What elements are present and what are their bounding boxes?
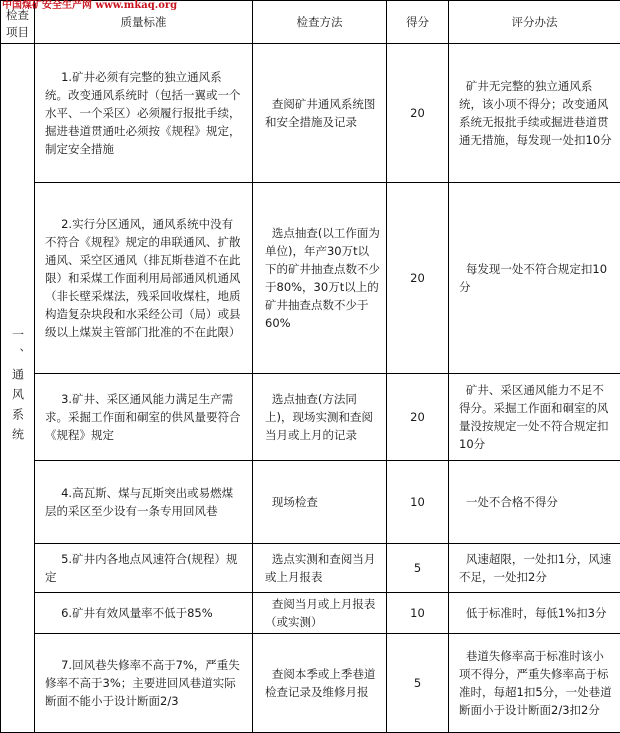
category-cell	[1, 44, 35, 733]
table-row	[1, 634, 620, 733]
standard-cell: 2.实行分区通风，通风系统中没有不符合《规程》规定的串联通风、扩散通风、采空区通风（排瓦斯巷道不在此限）和采煤工作面利用局部通风机通风（非长壁采煤法，残采回收煤柱，地质构造复杂块段和水采经公司（局）或县级以上煤炭主管部门批准的不在此限）	[35, 183, 253, 374]
standard-cell: 1.矿井必须有完整的独立通风系统。改变通风系统时（包括一翼或一个水平、一个采区）必须履行报批手续，掘进巷道贯通吐必须按《规程》规定，制定安全措施	[35, 44, 253, 183]
header-method: 检查方法	[253, 1, 387, 44]
method-cell: 选点实测和查阅当月或上月报表	[253, 544, 387, 593]
method-cell: 查阅本季或上季巷道检查记录及维修月报	[253, 634, 387, 733]
standard-cell: 6.矿井有效风量率不低于85%	[35, 593, 253, 634]
method-cell: 现场检查	[253, 461, 387, 544]
header-category: 检查项目	[1, 1, 35, 44]
table-row	[1, 183, 620, 374]
rule-cell: 每发现一处不符合规定扣10分	[449, 183, 620, 374]
method-cell: 选点抽查(以工作面为单位)，年产30万t以下的矿井抽查点数不少于80%，30万t以上的矿井抽查点数不少于60%	[253, 183, 387, 374]
rule-cell: 一处不合格不得分	[449, 461, 620, 544]
table-row	[1, 544, 620, 593]
standard-cell: 5.矿井内各地点风速符合(规程）规定	[35, 544, 253, 593]
method-cell: 查阅矿井通风系统图和安全措施及记录	[253, 44, 387, 183]
table-row	[1, 44, 620, 183]
table-row	[1, 461, 620, 544]
method-cell: 查阅当月或上月报表（或实测）	[253, 593, 387, 634]
score-cell: 20	[387, 183, 449, 374]
score-cell: 10	[387, 593, 449, 634]
score-cell: 20	[387, 44, 449, 183]
score-cell: 5	[387, 634, 449, 733]
category-label: 一、通风系统	[9, 328, 27, 448]
standard-cell: 3.矿井、采区通风能力满足生产需求。采掘工作面和硐室的供风量要符合《规程》规定	[35, 374, 253, 461]
score-cell: 20	[387, 374, 449, 461]
rule-cell: 矿井、采区通风能力不足不得分。采掘工作面和硐室的风量没按规定一处不符合规定扣10分	[449, 374, 620, 461]
table-row	[1, 374, 620, 461]
rule-cell: 低于标准时，每低1%扣3分	[449, 593, 620, 634]
rule-cell: 风速超限，一处扣1分，风速不足，一处扣2分	[449, 544, 620, 593]
watermark-text: 中国煤矿安全生产网 www.mkaq.org	[2, 0, 177, 11]
table-row	[1, 593, 620, 634]
method-cell: 选点抽查(方法同上)，现场实测和查阅当月或上月的记录	[253, 374, 387, 461]
header-standard: 质量标准	[35, 1, 253, 44]
standard-cell: 4.高瓦斯、煤与瓦斯突出或易燃煤层的采区至少设有一条专用回风巷	[35, 461, 253, 544]
score-cell: 5	[387, 544, 449, 593]
header-rule: 评分办法	[449, 1, 620, 44]
header-score: 得分	[387, 1, 449, 44]
score-cell: 10	[387, 461, 449, 544]
rule-cell: 巷道失修率高于标准时该小项不得分，严重失修率高于标准时，每超1扣5分，一处巷道断面小于设计断面2/3扣2分	[449, 634, 620, 733]
standard-cell: 7.回风巷失修率不高于7%，严重失修率不高于3%；主要进回风巷道实际断面不能小于设计断面2/3	[35, 634, 253, 733]
rule-cell: 矿井无完整的独立通风系统，该小项不得分；改变通风系统无报批手续或掘进巷道贯通无措施，每发现一处扣10分	[449, 44, 620, 183]
